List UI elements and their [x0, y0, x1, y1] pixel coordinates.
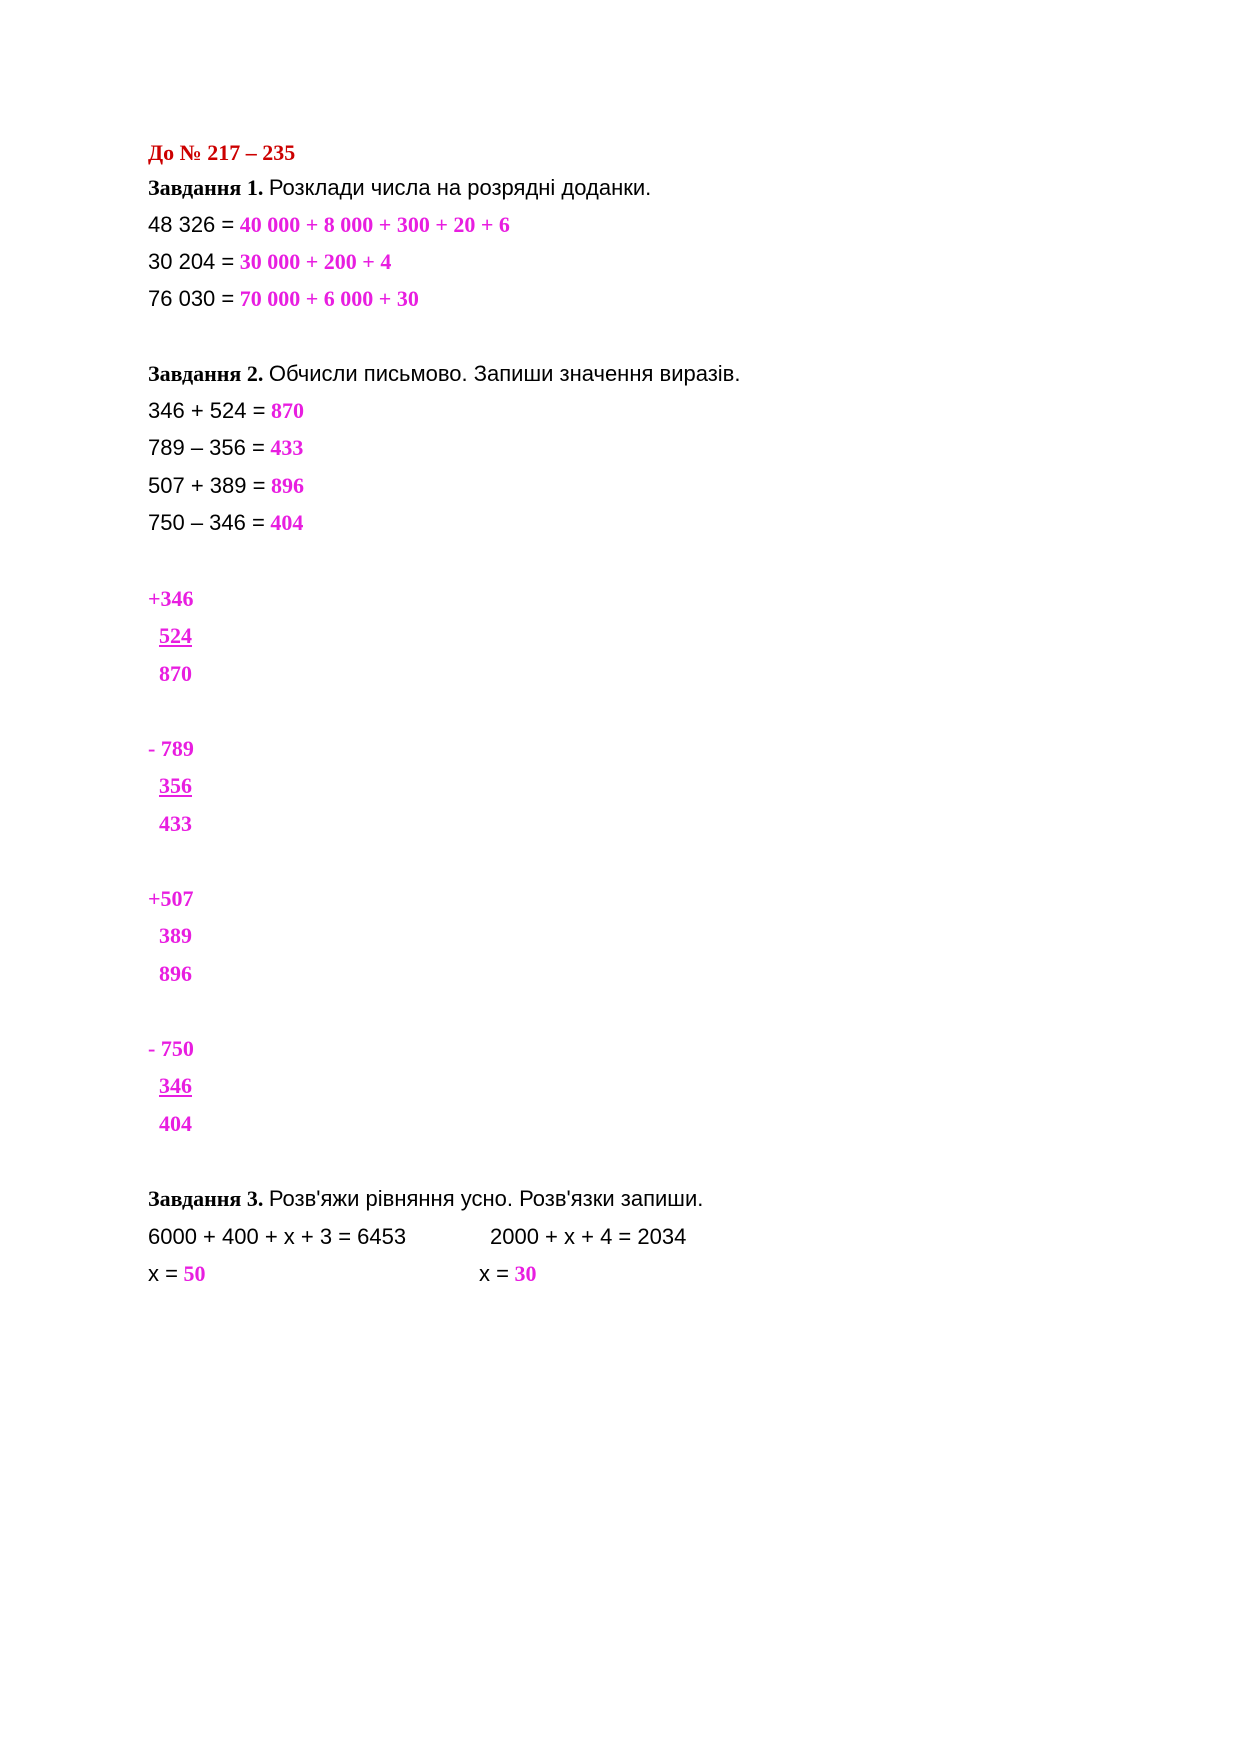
- task2-expr: 507 + 389 =: [148, 473, 266, 498]
- column-second-value: 356: [159, 773, 192, 798]
- solution-value: 50: [183, 1261, 206, 1286]
- task1-expr: 48 326 =: [148, 212, 235, 237]
- task1-answer: 40 000 + 8 000 + 300 + 20 + 6: [239, 212, 510, 237]
- column-result-value: 433: [159, 811, 192, 836]
- solution-1: [148, 1259, 205, 1289]
- column-top-number: +507: [148, 886, 194, 911]
- task2-heading: [148, 359, 741, 389]
- task1-heading: [148, 173, 651, 203]
- column-second-value: 524: [159, 623, 192, 648]
- equation-1: 6000 + 400 + x + 3 = 6453: [148, 1224, 407, 1249]
- task1-row: [148, 210, 510, 240]
- column-result: [148, 1109, 192, 1139]
- column-second-value: 346: [159, 1073, 192, 1098]
- page-title: До № 217 – 235: [148, 140, 296, 165]
- solution-2: [479, 1259, 536, 1289]
- column-second-number: [148, 921, 192, 951]
- task1-row: [148, 284, 419, 314]
- task2-row: [148, 433, 303, 463]
- column-second-number: [148, 1071, 192, 1101]
- task2-row: [148, 396, 304, 426]
- column-result: [148, 809, 192, 839]
- column-result-value: 870: [159, 661, 192, 686]
- column-top-number: +346: [148, 586, 194, 611]
- task2-expr: 789 – 356 =: [148, 435, 265, 460]
- column-result-value: 896: [159, 961, 192, 986]
- task1-row: [148, 247, 391, 277]
- solution-label: x =: [479, 1261, 509, 1286]
- task2-answer: 433: [270, 435, 304, 460]
- column-second-number: [148, 771, 192, 801]
- task1-text: Розклади числа на розрядні доданки.: [268, 175, 652, 200]
- column-second-value: 389: [159, 923, 192, 948]
- task2-text: Обчисли письмово. Запиши значення виразів.: [268, 361, 741, 386]
- task3-label: Завдання 3.: [148, 1186, 264, 1211]
- task1-answer: 70 000 + 6 000 + 30: [239, 286, 419, 311]
- column-top-number: - 789: [148, 736, 194, 761]
- task2-row: [148, 471, 304, 501]
- solution-label: x =: [148, 1261, 178, 1286]
- column-result-value: 404: [159, 1111, 192, 1136]
- task3-heading: [148, 1184, 703, 1214]
- column-second-number: [148, 621, 192, 651]
- column-top-number: - 750: [148, 1036, 194, 1061]
- column-result: [148, 659, 192, 689]
- task2-expr: 750 – 346 =: [148, 510, 265, 535]
- equation-2: 2000 + x + 4 = 2034: [490, 1224, 687, 1249]
- task2-answer: 896: [270, 473, 304, 498]
- task2-answer: 870: [270, 398, 304, 423]
- task2-answer: 404: [270, 510, 304, 535]
- task2-label: Завдання 2.: [148, 361, 264, 386]
- column-result: [148, 959, 192, 989]
- task2-expr: 346 + 524 =: [148, 398, 266, 423]
- solution-value: 30: [514, 1261, 537, 1286]
- task2-row: [148, 508, 303, 538]
- task3-text: Розв'яжи рівняння усно. Розв'язки запиши.: [268, 1186, 704, 1211]
- task1-expr: 30 204 =: [148, 249, 235, 274]
- task1-label: Завдання 1.: [148, 175, 264, 200]
- task1-expr: 76 030 =: [148, 286, 235, 311]
- task1-answer: 30 000 + 200 + 4: [239, 249, 392, 274]
